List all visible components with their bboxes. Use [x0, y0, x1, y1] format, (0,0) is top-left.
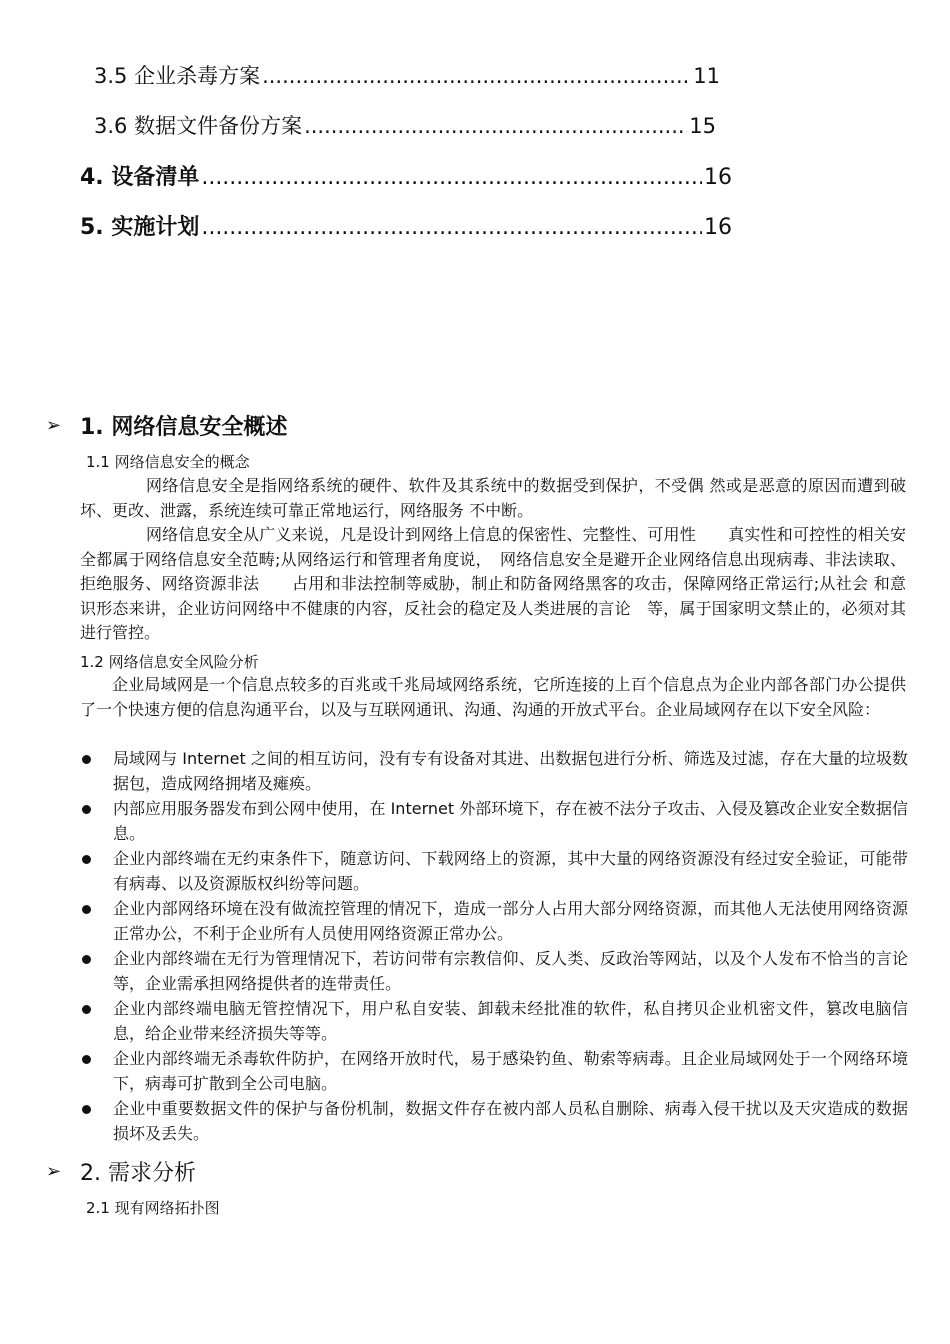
paragraph-1-1-a: 网络信息安全是指网络系统的硬件、软件及其系统中的数据受到保护，不受偶 然或是恶意的原因而遭到破坏、更改、泄露，系统连续可靠正常地运行，网络服务 不中断。: [80, 476, 906, 520]
list-item: [80, 797, 908, 846]
list-item-text: 内部应用服务器发布到公网中使用，在 Internet 外部环境下，存在被不法分子攻击、入侵及篡改企业安全数据信息。: [113, 799, 908, 843]
subsection-1-1-title: 1.1 网络信息安全的概念: [86, 453, 250, 471]
toc-entry-page: 15: [689, 114, 716, 138]
toc-entry-title: 3.6 数据文件备份方案: [94, 114, 303, 138]
toc-entry-3-6[interactable]: [94, 110, 716, 140]
bullet-dot-icon: [82, 905, 91, 914]
bullet-dot-icon: [82, 805, 91, 814]
section-1-title: 1. 网络信息安全概述: [80, 415, 288, 440]
toc-entry-page: 16: [704, 165, 732, 190]
paragraph-1-2: 企业局域网是一个信息点较多的百兆或千兆局域网络系统，它所连接的上百个信息点为企业内部各部门办公提供了一个快速方便的信息沟通平台，以及与互联网通讯、沟通、沟通的开放式平台。企业局域网存在以下安全风险：: [80, 675, 906, 719]
toc-entry-3-5[interactable]: [94, 60, 720, 90]
toc-entry-5[interactable]: [80, 210, 732, 241]
list-item: [80, 1047, 908, 1096]
toc-entry-title: 5. 实施计划: [80, 215, 200, 240]
bullet-dot-icon: [82, 855, 91, 864]
arrow-bullet-icon: ➢: [46, 415, 62, 436]
toc-leader: [201, 165, 702, 190]
list-item-text: 企业中重要数据文件的保护与备份机制，数据文件存在被内部人员私自删除、病毒入侵干扰以及天灾造成的数据损坏及丢失。: [113, 1099, 908, 1143]
toc-leader: [262, 64, 691, 88]
toc-entry-page: 11: [693, 64, 720, 88]
toc-entry-page: 16: [704, 215, 732, 240]
risk-list: [80, 747, 908, 1147]
bullet-dot-icon: [82, 1105, 91, 1114]
bullet-dot-icon: [82, 1005, 91, 1014]
list-item-text: 企业内部终端在无行为管理情况下，若访问带有宗教信仰、反人类、反政治等网站，以及个人发布不恰当的言论等，企业需承担网络提供者的连带责任。: [113, 949, 908, 993]
list-item: [80, 1097, 908, 1146]
list-item: [80, 747, 908, 796]
list-item: [80, 947, 908, 996]
section-2-heading: [46, 1156, 196, 1187]
paragraph-1-1-b: 网络信息安全从广义来说，凡是设计到网络上信息的保密性、完整性、可用性 真实性和可控性的相关安全都属于网络信息安全范畴;从网络运行和管理者角度说， 网络信息安全是避开企业网络信息出现病毒、非法读取、拒绝服务、网络资源非法 占用和非法控制等威胁，制止和防备网络黑客的攻击，保障网络正常运行;从社会 和意识形态来讲，企业访问网络中不健康的内容，反社会的稳定及人类进展的言论 等，属于国家明文禁止的，必须对其进行管控。: [80, 525, 906, 642]
toc-leader: [304, 114, 687, 138]
list-item-text: 局域网与 Internet 之间的相互访问，没有专有设备对其进、出数据包进行分析、筛选及过滤，存在大量的垃圾数据包，造成网络拥堵及瘫痪。: [113, 749, 908, 793]
list-item: [80, 897, 908, 946]
list-item-text: 企业内部终端无杀毒软件防护，在网络开放时代，易于感染钓鱼、勒索等病毒。且企业局域网处于一个网络环境下，病毒可扩散到全公司电脑。: [113, 1049, 908, 1093]
list-item: [80, 997, 908, 1046]
list-item-text: 企业内部网络环境在没有做流控管理的情况下，造成一部分人占用大部分网络资源，而其他人无法使用网络资源正常办公，不利于企业所有人员使用网络资源正常办公。: [113, 899, 908, 943]
subsection-1-2-title: 1.2 网络信息安全风险分析: [80, 653, 259, 671]
list-item-text: 企业内部终端在无约束条件下，随意访问、下载网络上的资源，其中大量的网络资源没有经过安全验证，可能带有病毒、以及资源版权纠纷等问题。: [113, 849, 908, 893]
bullet-dot-icon: [82, 1055, 91, 1064]
section-1-heading: [46, 410, 287, 441]
section-2-title: 2. 需求分析: [80, 1161, 196, 1186]
toc-entry-title: 4. 设备清单: [80, 165, 200, 190]
toc-entry-4[interactable]: [80, 160, 732, 191]
arrow-bullet-icon: ➢: [46, 1161, 62, 1182]
toc-entry-title: 3.5 企业杀毒方案: [94, 64, 261, 88]
subsection-2-1-title: 2.1 现有网络拓扑图: [86, 1199, 220, 1217]
list-item-text: 企业内部终端电脑无管控情况下，用户私自安装、卸载未经批准的软件，私自拷贝企业机密文件，篡改电脑信息，给企业带来经济损失等等。: [113, 999, 908, 1043]
list-item: [80, 847, 908, 896]
bullet-dot-icon: [82, 755, 91, 764]
toc-leader: [201, 215, 702, 240]
bullet-dot-icon: [82, 955, 91, 964]
